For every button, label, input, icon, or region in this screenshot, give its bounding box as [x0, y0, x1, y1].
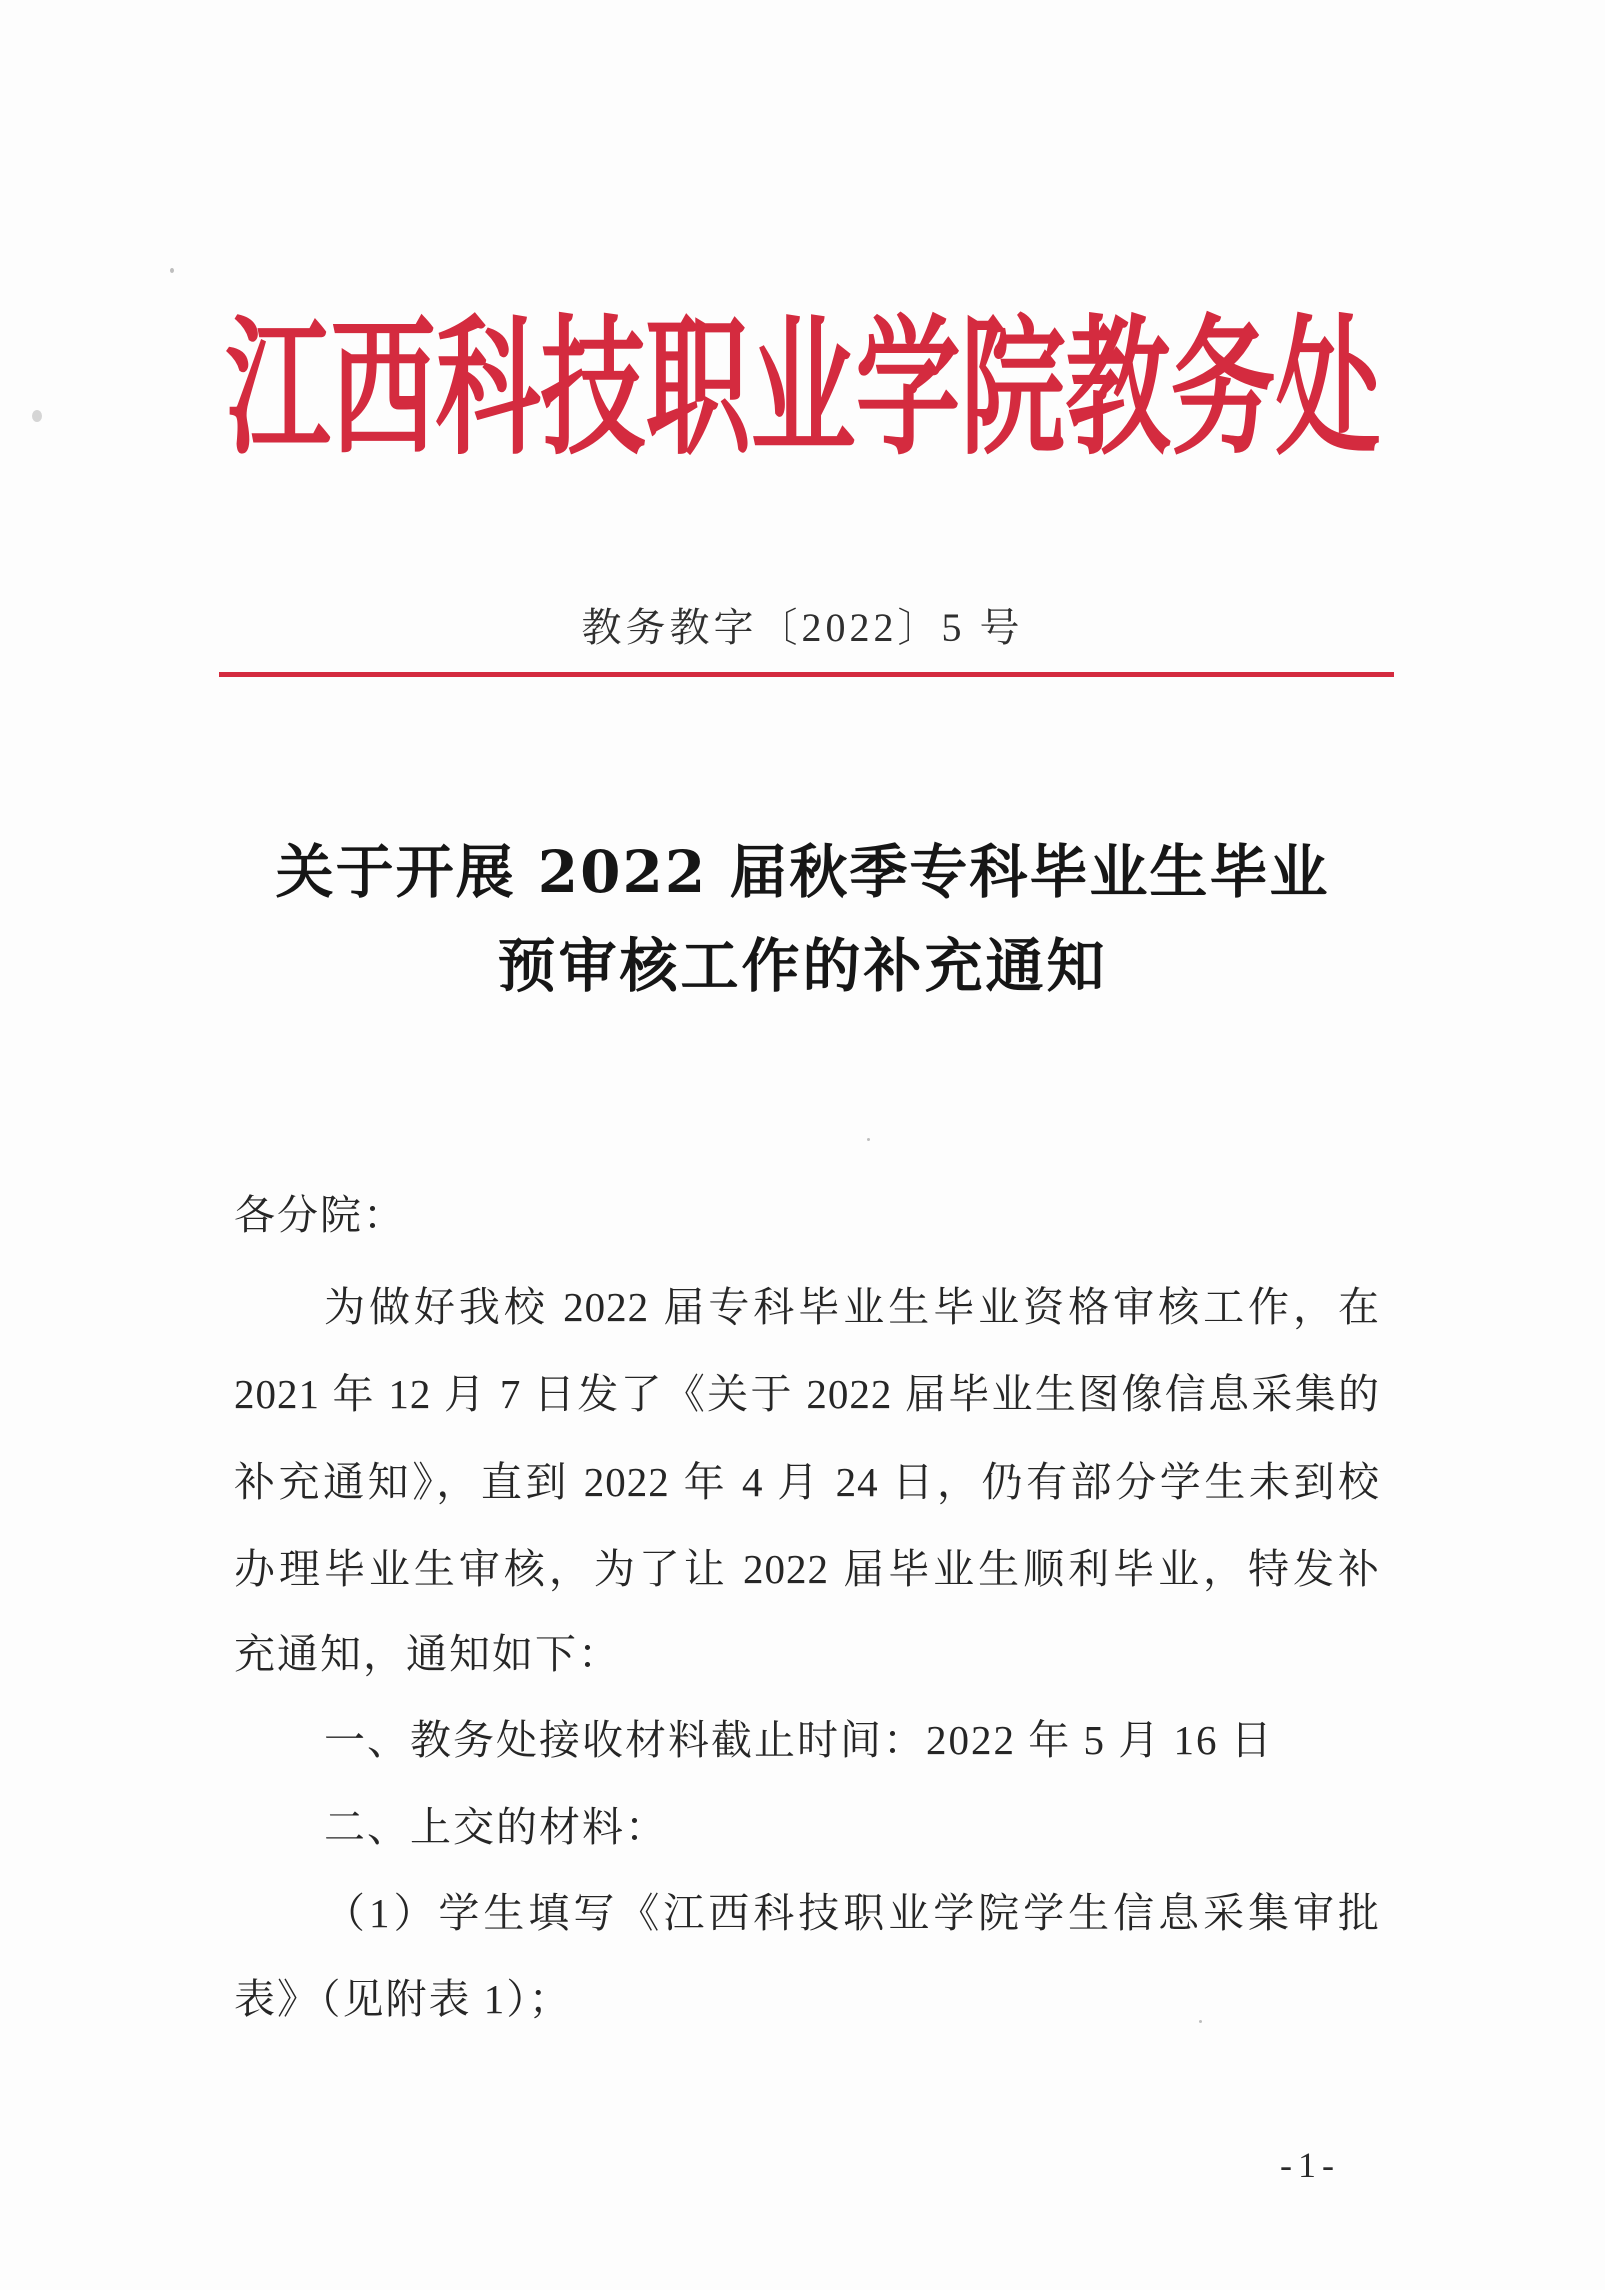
- section-heading-deadline: 一、教务处接收材料截止时间：2022 年 5 月 16 日: [324, 1717, 1274, 1763]
- salutation: 各分院：: [234, 1192, 406, 1238]
- page-number: -1-: [1280, 2145, 1340, 2185]
- body-line: 补充通知》，直到 2022 年 4 月 24 日，仍有部分学生未到校: [234, 1459, 1380, 1505]
- notice-title-line: 关于开展 2022 届秋季专科毕业生毕业: [275, 838, 1330, 906]
- scan-speck: [170, 268, 174, 273]
- red-divider-line: [219, 672, 1394, 677]
- body-line: 充通知，通知如下：: [234, 1631, 621, 1677]
- body-line: 表》（见附表 1）；: [234, 1976, 572, 2022]
- scan-speck: [867, 1138, 870, 1141]
- body-line: 为做好我校 2022 届专科毕业生毕业资格审核工作，在: [324, 1284, 1380, 1330]
- document-number: 教务教字〔2022〕5 号: [581, 605, 1024, 650]
- notice-title-line: 预审核工作的补充通知: [497, 932, 1108, 1000]
- body-line: （1）学生填写《江西科技职业学院学生信息采集审批: [324, 1890, 1380, 1936]
- letterhead-title: 江西科技职业学院教务处: [225, 300, 1381, 476]
- letterhead: [0, 300, 1605, 476]
- body-line: 办理毕业生审核，为了让 2022 届毕业生顺利毕业，特发补: [234, 1546, 1380, 1592]
- section-heading-materials: 二、上交的材料：: [324, 1804, 668, 1850]
- body-line: 2021 年 12 月 7 日发了《关于 2022 届毕业生图像信息采集的: [234, 1371, 1380, 1417]
